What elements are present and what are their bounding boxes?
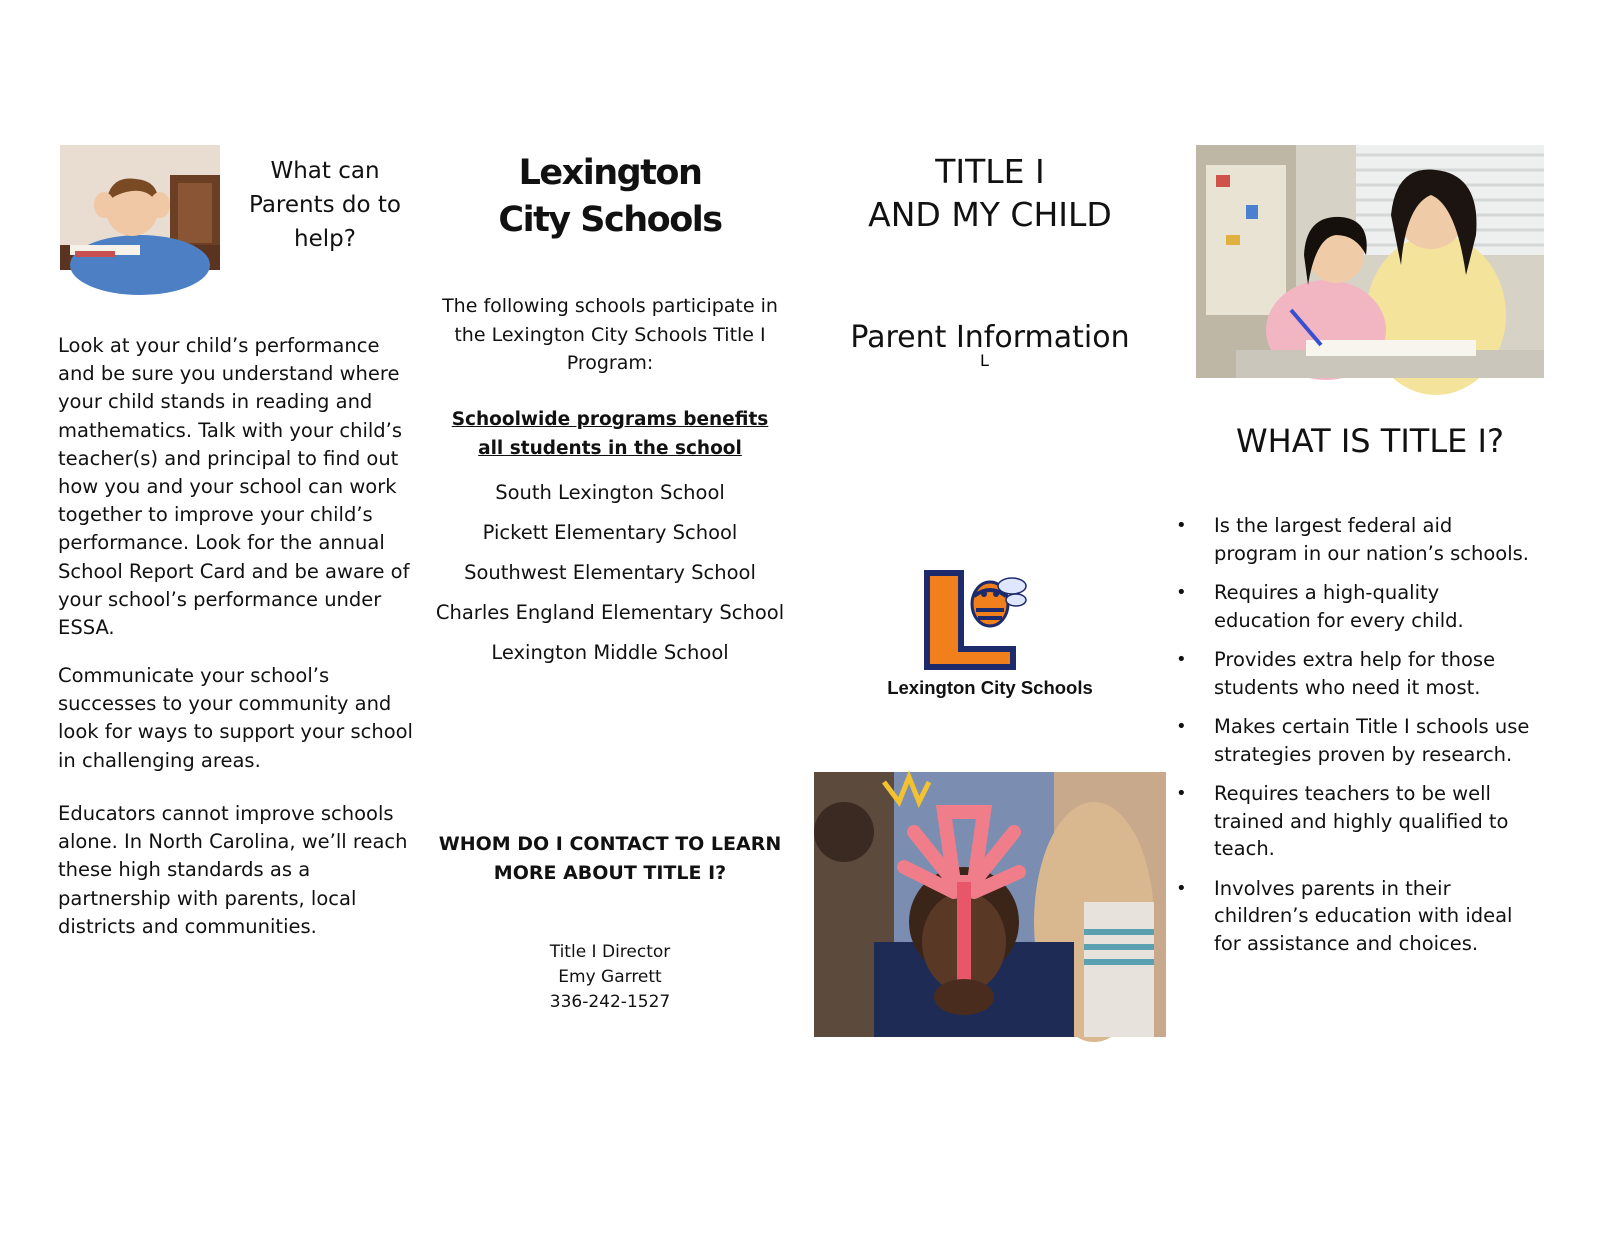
wordmark-line2: City Schools	[498, 200, 722, 240]
list-item: • Requires teachers to be well trained and highly qualified to teach.	[1176, 780, 1541, 863]
list-item: • Requires a high-quality education for every child.	[1176, 579, 1541, 634]
paragraph-performance: Look at your child’s performance and be sure you understand where your child stands in reading and mathematics. Talk with your child’s teacher(s) and principal to find out how you and your school can work together to improve your child’s performance. Look for the annual School Report Card and be aware of your school’s performance under ESSA.	[58, 334, 410, 640]
paragraph-communicate: Communicate your school’s successes to your community and look for ways to support your school in challenging areas.	[58, 664, 413, 772]
school-list-item: Pickett Elementary School	[482, 521, 738, 544]
list-item: • Provides extra help for those students who need it most.	[1176, 646, 1541, 701]
contact-role: Title I Director	[549, 942, 671, 962]
title-line2: AND MY CHILD	[868, 195, 1112, 234]
list-item: • Makes certain Title I schools use strategies proven by research.	[1176, 713, 1541, 768]
school-list-item: South Lexington School	[495, 481, 725, 504]
wordmark-line1: Lexington	[518, 153, 702, 193]
contact-phone: 336-242-1527	[549, 992, 671, 1012]
contact-name: Emy Garrett	[558, 967, 662, 987]
paragraph-educators: Educators cannot improve schools alone. In North Carolina, we’ll reach these high standards as a partnership with parents, local districts and communities.	[58, 802, 408, 938]
contact-heading: WHOM DO I CONTACT TO LEARN MORE ABOUT TITLE I?	[438, 833, 782, 884]
district-logo	[920, 351, 1040, 674]
brochure-title	[820, 150, 1160, 236]
school-list-item: Southwest Elementary School	[464, 561, 756, 584]
district-wordmark	[460, 150, 760, 244]
photo-frustrated-child	[60, 145, 220, 270]
logo-caption: Lexington City Schools	[887, 677, 1093, 698]
parents-help-heading: What can Parents do to help?	[249, 158, 401, 252]
brochure-subtitle: Parent Information	[850, 320, 1130, 355]
list-item: • Involves parents in their children’s education with ideal for assistance and choices.	[1176, 875, 1541, 958]
photo-students-reading	[814, 772, 1166, 1037]
schools-intro: The following schools participate in the Lexington City Schools Title I Program:	[442, 295, 778, 374]
title-i-facts-list	[1176, 512, 1541, 969]
title-line1: TITLE I	[935, 152, 1045, 191]
schoolwide-programs-heading: Schoolwide programs benefits all students in the school	[451, 409, 769, 459]
school-list-item: Charles England Elementary School	[435, 601, 785, 624]
logo-letter: L	[980, 351, 989, 370]
list-item: • Is the largest federal aid program in our nation’s schools.	[1176, 512, 1541, 567]
photo-mother-daughter	[1196, 145, 1544, 378]
school-list-item: Lexington Middle School	[491, 641, 729, 664]
what-is-title-i-heading: WHAT IS TITLE I?	[1236, 422, 1504, 460]
